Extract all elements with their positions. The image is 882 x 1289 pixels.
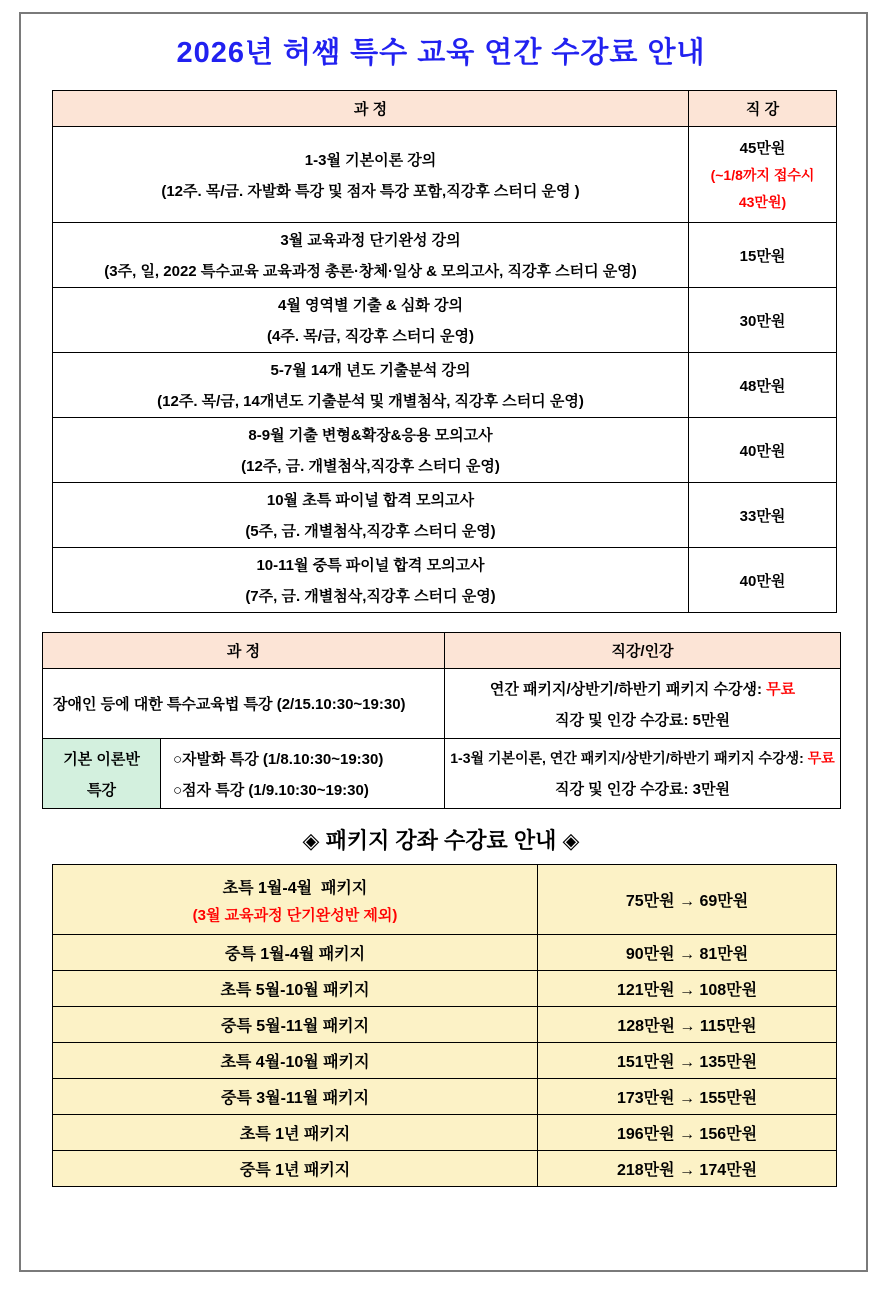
package-note: (3월 교육과정 단기완성반 제외) bbox=[192, 906, 398, 924]
course-title: 10-11월 중특 파이널 합격 모의고사 bbox=[256, 557, 485, 574]
course-fee: 45만원 bbox=[739, 140, 786, 157]
course-title: 4월 영역별 기출 & 심화 강의 bbox=[278, 297, 463, 314]
special-row-label: 특강 bbox=[87, 781, 116, 799]
special-lecture-item: ○자발화 특강 (1/8.10:30~19:30) bbox=[173, 750, 384, 768]
table-row bbox=[43, 739, 841, 809]
table-row bbox=[53, 865, 837, 935]
table-row bbox=[53, 971, 837, 1007]
course-column-header: 과 정 bbox=[43, 633, 445, 669]
course-fee: 40만원 bbox=[689, 548, 837, 613]
package-name: 중특 1년 패키지 bbox=[53, 1151, 538, 1187]
special-row-label: 기본 이론반 bbox=[63, 750, 140, 768]
course-fee-note: 43만원) bbox=[738, 194, 787, 210]
package-fee-table bbox=[52, 864, 837, 1187]
course-detail: (12주. 목/금, 14개년도 기출분석 및 개별첨삭, 직강후 스터디 운영) bbox=[157, 393, 584, 410]
package-section-title: ◈ 패키지 강좌 수강료 안내 ◈ bbox=[302, 828, 580, 853]
course-detail: (5주, 금. 개별첨삭,직강후 스터디 운영) bbox=[245, 523, 496, 540]
package-price: 128만원 → 115만원 bbox=[538, 1007, 837, 1043]
table-row bbox=[53, 223, 837, 288]
package-name: 초특 1월-4월 패키지 bbox=[222, 879, 368, 897]
package-name: 초특 1년 패키지 bbox=[53, 1115, 538, 1151]
course-title: 1-3월 기본이론 강의 bbox=[304, 151, 437, 169]
table-row bbox=[53, 1007, 837, 1043]
course-detail: (4주. 목/금, 직강후 스터디 운영) bbox=[267, 328, 474, 345]
table-row bbox=[53, 1079, 837, 1115]
course-title: 8-9월 기출 변형&확장&응용 모의고사 bbox=[248, 427, 493, 444]
special-fee-line: 연간 패키지/상반기/하반기 패키지 수강생: 무료 bbox=[489, 680, 796, 698]
course-fee: 33만원 bbox=[689, 483, 837, 548]
table-row bbox=[53, 127, 837, 223]
package-price: 151만원 → 135만원 bbox=[538, 1043, 837, 1079]
table-row bbox=[53, 418, 837, 483]
course-detail: (7주, 금. 개별첨삭,직강후 스터디 운영) bbox=[245, 588, 496, 605]
course-title: 5-7월 14개 년도 기출분석 강의 bbox=[270, 362, 471, 379]
table-row bbox=[53, 483, 837, 548]
course-fee-note: (~1/8까지 접수시 bbox=[710, 167, 815, 183]
package-price: 196만원 → 156만원 bbox=[538, 1115, 837, 1151]
table-row bbox=[53, 935, 837, 971]
course-column-header: 과 정 bbox=[53, 91, 689, 127]
special-course-title: 장애인 등에 대한 특수교육법 특강 (2/15.10:30~19:30) bbox=[43, 669, 445, 739]
table-row bbox=[53, 288, 837, 353]
fee-column-header: 직 강 bbox=[689, 91, 837, 127]
special-lecture-item: ○점자 특강 (1/9.10:30~19:30) bbox=[173, 781, 369, 799]
package-name: 중특 5월-11월 패키지 bbox=[53, 1007, 538, 1043]
course-fee-table bbox=[52, 90, 837, 613]
free-label: 무료 bbox=[766, 680, 796, 698]
course-fee: 48만원 bbox=[689, 353, 837, 418]
course-title: 3월 교육과정 단기완성 강의 bbox=[280, 232, 461, 249]
special-fee-line: 1-3월 기본이론, 연간 패키지/상반기/하반기 패키지 수강생: 무료 bbox=[450, 750, 835, 766]
special-table-header-row bbox=[43, 633, 841, 669]
course-detail: (12주, 금. 개별첨삭,직강후 스터디 운영) bbox=[241, 458, 500, 475]
package-price: 75만원 → 69만원 bbox=[538, 865, 837, 935]
table-row bbox=[53, 353, 837, 418]
table-row bbox=[53, 1043, 837, 1079]
package-name: 초특 4월-10월 패키지 bbox=[53, 1043, 538, 1079]
free-label: 무료 bbox=[807, 750, 835, 766]
table-row bbox=[53, 1115, 837, 1151]
course-fee: 40만원 bbox=[689, 418, 837, 483]
course-detail: (3주, 일, 2022 특수교육 교육과정 총론·창체·일상 & 모의고사, 직강후 스터디 운영) bbox=[104, 263, 637, 280]
package-price: 218만원 → 174만원 bbox=[538, 1151, 837, 1187]
fee-column-header: 직강/인강 bbox=[445, 633, 841, 669]
course-fee: 15만원 bbox=[689, 223, 837, 288]
special-fee-line: 직강 및 인강 수강료: 3만원 bbox=[555, 781, 730, 798]
package-price: 173만원 → 155만원 bbox=[538, 1079, 837, 1115]
package-name: 중특 1월-4월 패키지 bbox=[53, 935, 538, 971]
table-row bbox=[43, 669, 841, 739]
package-name: 중특 3월-11월 패키지 bbox=[53, 1079, 538, 1115]
course-table-header-row bbox=[53, 91, 837, 127]
course-fee: 30만원 bbox=[689, 288, 837, 353]
package-price: 121만원 → 108만원 bbox=[538, 971, 837, 1007]
course-detail: (12주. 목/금. 자발화 특강 및 점자 특강 포함,직강후 스터디 운영 ) bbox=[161, 182, 580, 200]
package-price: 90만원 → 81만원 bbox=[538, 935, 837, 971]
package-name: 초특 5월-10월 패키지 bbox=[53, 971, 538, 1007]
special-lecture-table bbox=[42, 632, 841, 809]
table-row bbox=[53, 1151, 837, 1187]
course-title: 10월 초특 파이널 합격 모의고사 bbox=[266, 492, 475, 509]
special-fee-line: 직강 및 인강 수강료: 5만원 bbox=[555, 711, 730, 729]
table-row bbox=[53, 548, 837, 613]
page-title: 2026년 허쌤 특수 교육 연간 수강료 안내 bbox=[176, 37, 706, 69]
